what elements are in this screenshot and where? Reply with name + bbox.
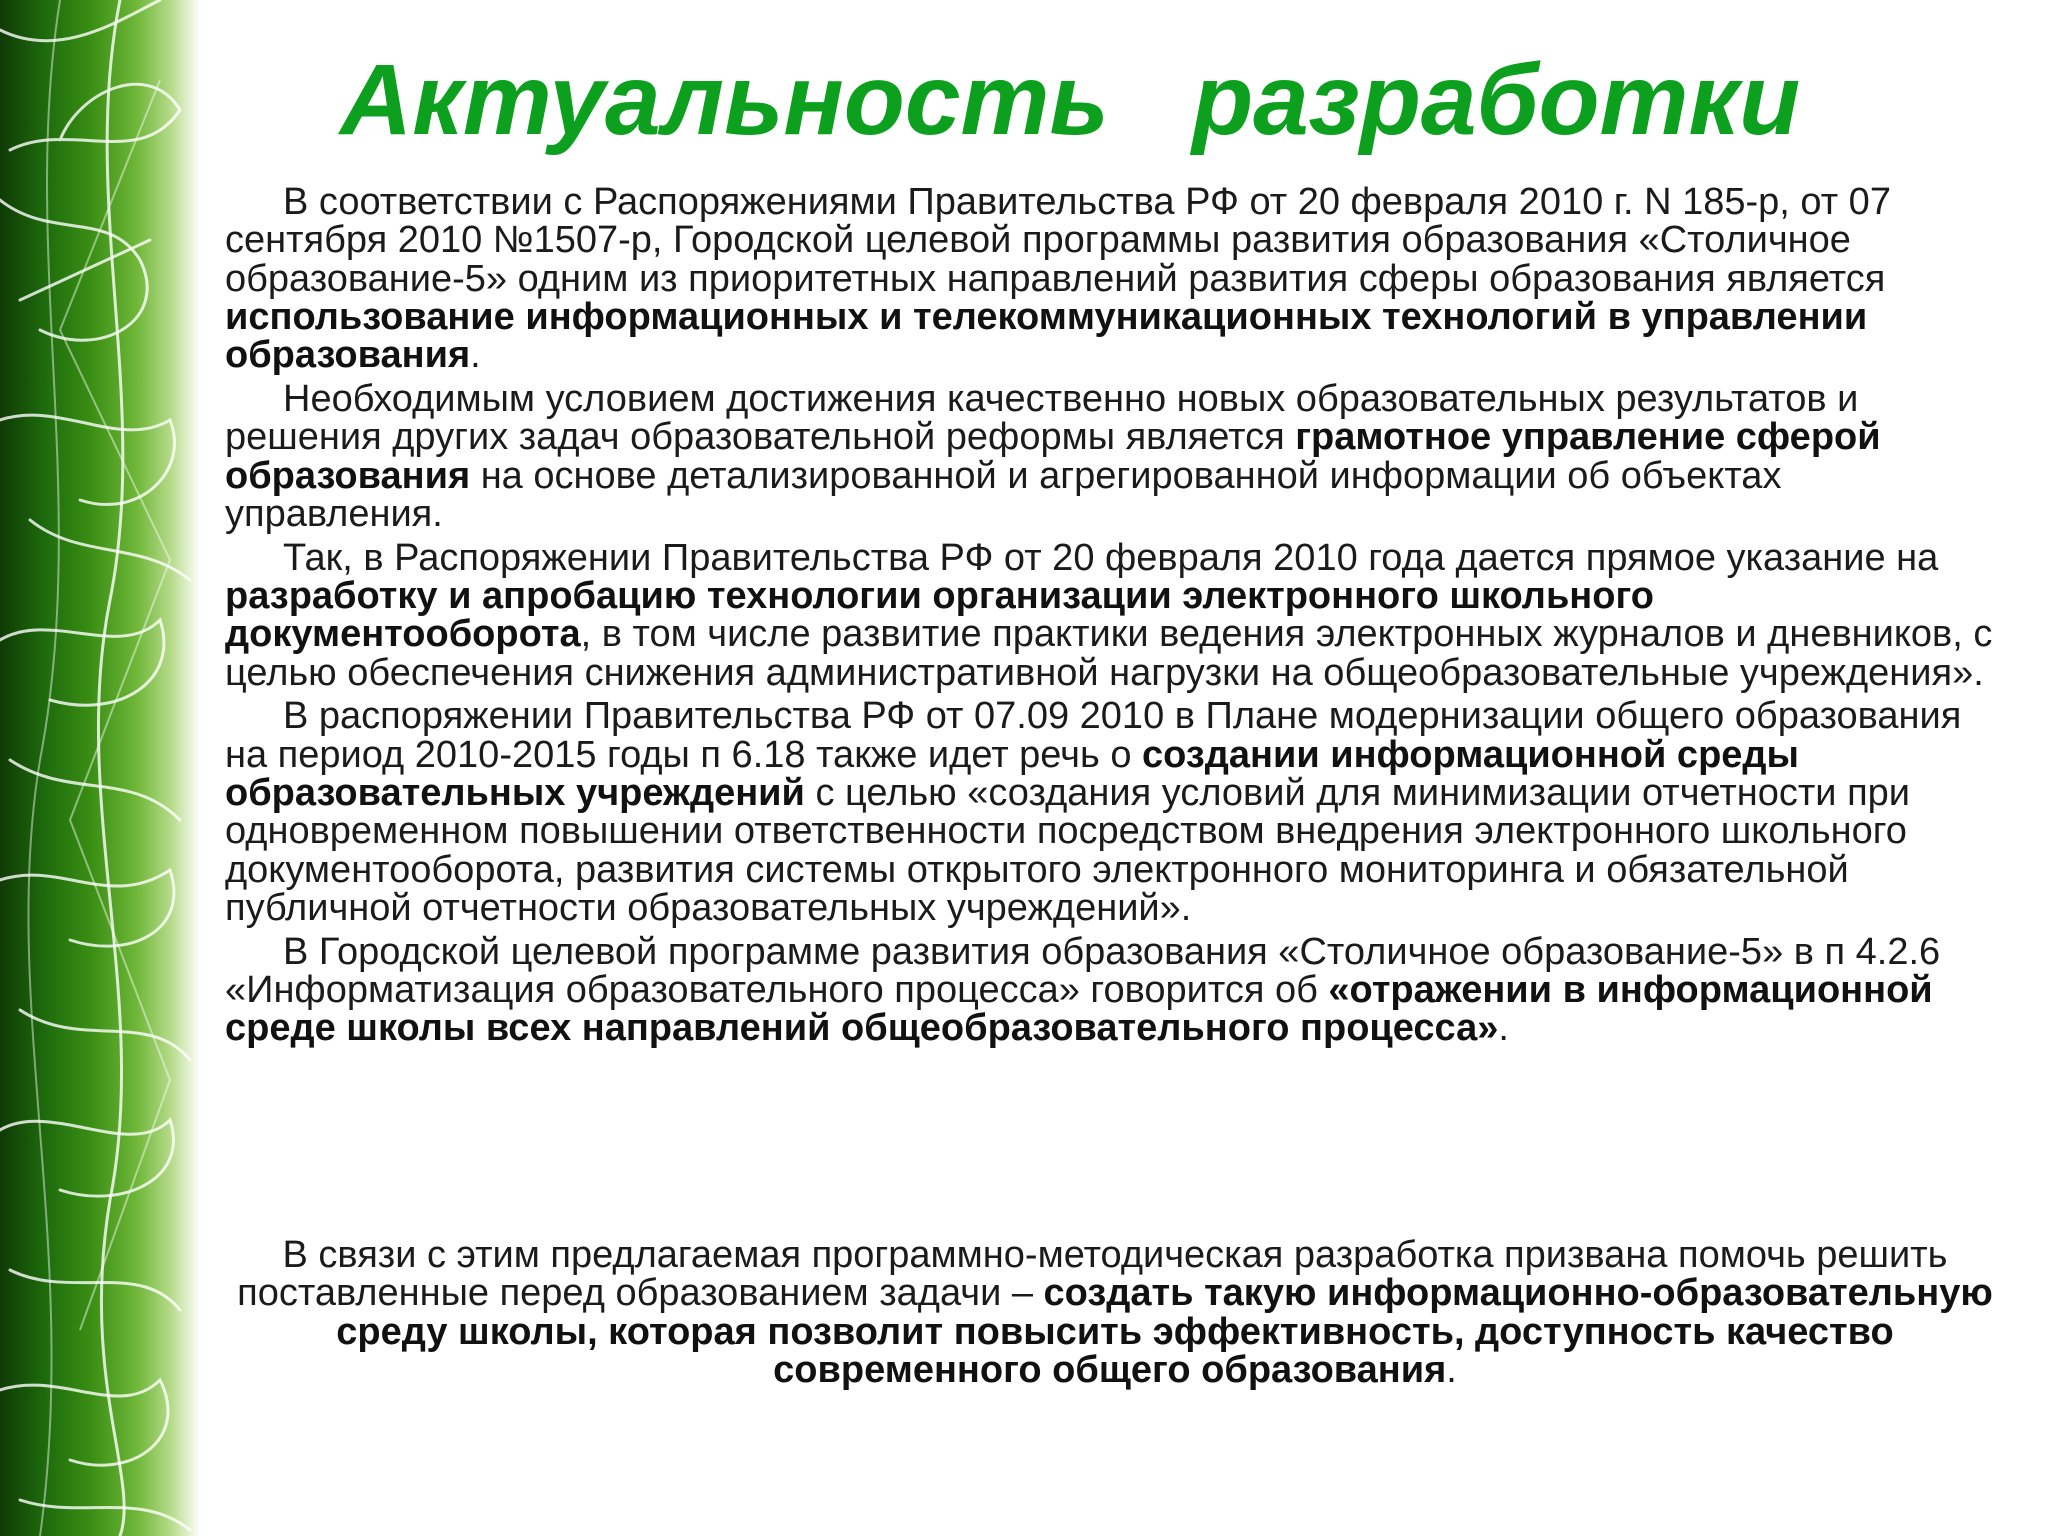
paragraph-text: Так, в Распоряжении Правительства РФ от 20 февраля 2010 года дается прямое указание на xyxy=(283,536,1939,579)
emphasis-text: использование информационных и телекоммуникационных технологий в управлении образования xyxy=(225,295,1868,377)
paragraph-text: Необходимым условием достижения качественно новых образовательных результатов и решения других задач образовательной реформы является xyxy=(225,377,1859,459)
emphasis-text: разработку и апробацию технологии организации электронного школьного документооборота xyxy=(225,574,1655,656)
emphasis-text: грамотное управление сферой образования xyxy=(225,416,1881,497)
paragraph-text: В Городской целевой программе развития образования «Столичное образование-5» в п 4.2.6 «Информатизация образовательного процесса» говорится об xyxy=(225,930,1941,1011)
paragraph-text: на основе детализированной и агрегированной информации об объектах управления. xyxy=(225,454,1782,535)
paragraph-text: с целью «создания условий для минимизации отчетности при одновременном повышении ответственности посредством внедрения электронного школьного документооборота, развития системы открытого электронного мониторинга и обязательной публичной отчетности образовательных учреждений». xyxy=(225,771,1911,929)
conclusion-paragraph xyxy=(225,1236,2005,1389)
paragraph-text: В связи с этим предлагаемая программно-методическая разработка призвана помочь решить поставленные перед образованием задачи – xyxy=(237,1234,1948,1315)
swirl-decoration xyxy=(0,0,200,1536)
slide-title: Актуальность разработки xyxy=(340,44,1801,156)
paragraph-text: . xyxy=(1446,1348,1457,1391)
paragraph-text: . xyxy=(470,334,481,377)
body-paragraph xyxy=(225,377,2005,535)
emphasis-text: создать такую информационно-образовательную среду школы, которая позволит повысить эффективность, доступность качество современного общего образования xyxy=(336,1272,1993,1391)
paragraph-text: В соответствии с Распоряжениями Правительства РФ от 20 февраля 2010 г. N 185-р, от 07 сентября 2010 №1507-р, Городской целевой программы развития образования «Столичное образование-5» одним из приоритетных направлений развития сферы образования является xyxy=(225,181,1891,300)
body-paragraph xyxy=(225,181,2005,377)
paragraph-text: , в том числе развитие практики ведения электронных журналов и дневников, с целью обеспечения снижения административной нагрузки на общеобразовательные учреждения». xyxy=(225,613,1993,694)
body-paragraph xyxy=(225,536,2005,694)
paragraph-text: . xyxy=(1498,1007,1509,1050)
emphasis-text: «отражении в информационной среде школы всех направлений общеобразовательного процесса» xyxy=(225,968,1933,1050)
body-paragraph xyxy=(225,930,2005,1050)
body-paragraph xyxy=(225,697,2005,927)
decorative-side-band xyxy=(0,0,200,1536)
emphasis-text: создании информационной среды образовательных учреждений xyxy=(225,733,1799,814)
slide-body xyxy=(225,183,2005,1053)
paragraph-text: В распоряжении Правительства РФ от 07.09 2010 в Плане модернизации общего образования на период 2010-2015 годы п 6.18 также идет речь о xyxy=(225,695,1962,776)
